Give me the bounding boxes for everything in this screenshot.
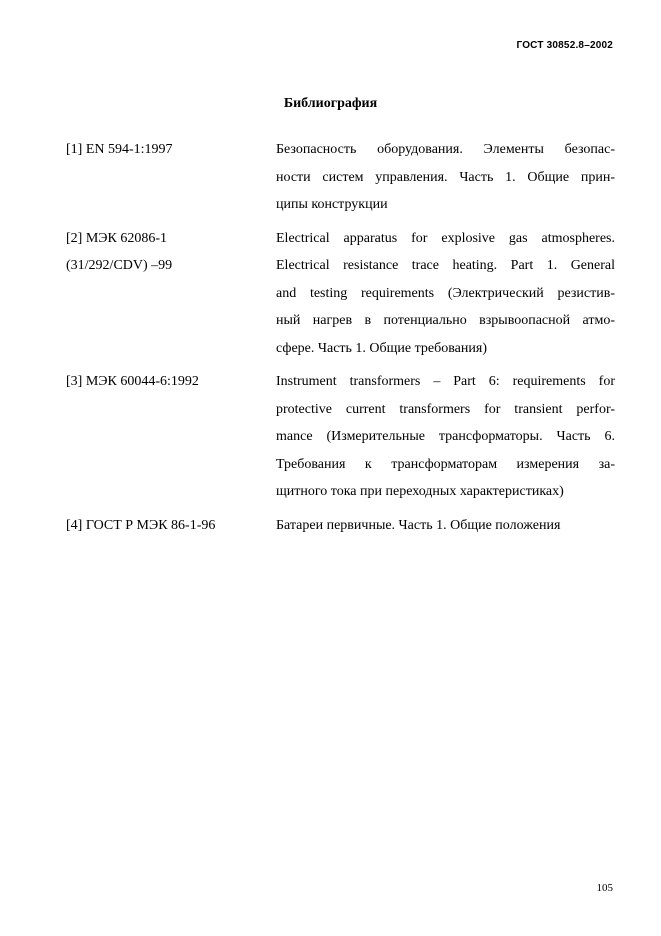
title-line: Батареи первичные. Часть 1. Общие положения <box>276 517 561 533</box>
reference-title <box>276 512 615 540</box>
title-line: ный нагрев в потенциально взрывоопасной атмо- <box>276 313 615 328</box>
page-number: 105 <box>596 882 613 894</box>
reference-title <box>276 136 615 219</box>
bibliography-entry <box>66 368 615 506</box>
bibliography-entry <box>66 512 615 540</box>
reference-designation <box>66 225 276 363</box>
bibliography-list <box>66 136 615 545</box>
title-line: ности систем управления. Часть 1. Общие прин- <box>276 169 615 185</box>
title-line: mance (Измерительные трансформаторы. Часть 6. <box>276 429 615 444</box>
document-code-header: ГОСТ 30852.8–2002 <box>516 40 613 51</box>
title-line: щитного тока при переходных характеристиках) <box>276 484 564 499</box>
title-line: Безопасность оборудования. Элементы безопас- <box>276 142 615 157</box>
title-line: сфере. Часть 1. Общие требования) <box>276 340 487 356</box>
title-line: Electrical apparatus for explosive gas atmospheres. <box>276 230 615 246</box>
reference-line: [4] ГОСТ Р МЭК 86-1-96 <box>66 517 216 533</box>
title-line: Требования к трансформаторам измерения за- <box>276 456 615 472</box>
reference-line: (31/292/CDV) –99 <box>66 258 173 273</box>
title-line: protective current transformers for transient perfor- <box>276 401 615 417</box>
reference-designation <box>66 136 276 219</box>
reference-title <box>276 368 615 506</box>
reference-line: [2] МЭК 62086-1 <box>66 230 168 246</box>
title-line: Instrument transformers – Part 6: requirements for <box>276 374 615 389</box>
bibliography-entry <box>66 136 615 219</box>
title-line: ципы конструкции <box>276 197 388 212</box>
reference-designation <box>66 368 276 506</box>
reference-line: [3] МЭК 60044-6:1992 <box>66 374 199 389</box>
title-line: Electrical resistance trace heating. Part 1. General <box>276 258 615 273</box>
reference-line: [1] EN 594-1:1997 <box>66 142 173 157</box>
bibliography-entry <box>66 225 615 363</box>
reference-designation <box>66 512 276 540</box>
section-title: Библиография <box>283 96 378 111</box>
reference-title <box>276 225 615 363</box>
title-line: and testing requirements (Электрический резистив- <box>276 285 615 301</box>
